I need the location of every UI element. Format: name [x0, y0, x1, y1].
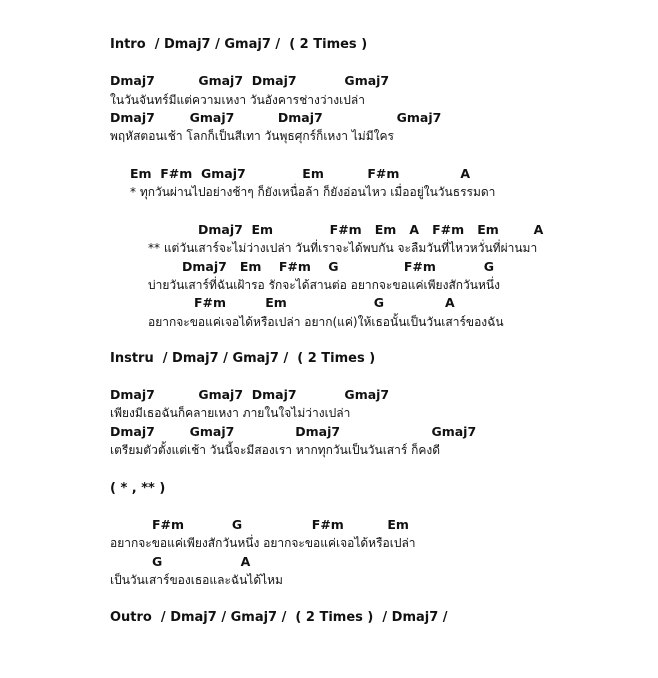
chorus-lyric-3: อยากจะขอแค่เจอได้หรือเปล่า อยาก(แค่)ให้เธอนั้นเป็นวันเสาร์ของฉัน	[148, 315, 504, 329]
verse2-lyric-2: เตรียมตัวตั้งแต่เช้า วันนี้จะมีสองเรา หากทุกวันเป็นวันเสาร์ ก็คงดี	[110, 443, 441, 457]
ending-lyric-2: เป็นวันเสาร์ของเธอและฉันได้ไหม	[110, 573, 283, 587]
verse2-lyric-1: เพียงมีเธอฉันก็คลายเหงา ภายในใจไม่ว่างเปล่า	[110, 406, 351, 420]
chorus-lyric-2: บ่ายวันเสาร์ที่ฉันเฝ้ารอ รักจะได้สานต่อ อยากจะขอแค่เพียงสักวันหนึ่ง	[148, 278, 500, 292]
ending-chords-2: G A	[152, 554, 251, 569]
verse2-chords-2: Dmaj7 Gmaj7 Dmaj7 Gmaj7	[110, 424, 477, 439]
chorus-chords-2: Dmaj7 Em F#m G F#m G	[182, 259, 494, 274]
chorus-chords-3: F#m Em G A	[194, 295, 455, 310]
verse1-lyric-2: พฤหัสตอนเช้า โลกก็เป็นสีเทา วันพุธศุกร์ก็เหงา ไม่มีใคร	[110, 129, 394, 143]
chorus-chords-1: Dmaj7 Em F#m Em A F#m Em A	[198, 222, 544, 237]
verse1-chords-1: Dmaj7 Gmaj7 Dmaj7 Gmaj7	[110, 73, 390, 88]
verse1-chords-2: Dmaj7 Gmaj7 Dmaj7 Gmaj7	[110, 110, 442, 125]
pre-chorus-lyric: * ทุกวันผ่านไปอย่างช้าๆ ก็ยังเหนื่อล้า ก็ยังอ่อนไหว เมื่ออยู่ในวันธรรมดา	[130, 185, 496, 199]
outro-line: Outro / Dmaj7 / Gmaj7 / ( 2 Times ) / Dmaj7 /	[110, 610, 448, 625]
ending-lyric-1: อยากจะขอแค่เพียงสักวันหนึ่ง อยากจะขอแค่เจอได้หรือเปล่า	[110, 536, 416, 550]
intro-line: Intro / Dmaj7 / Gmaj7 / ( 2 Times )	[110, 37, 368, 52]
repeat-marker: ( * , ** )	[110, 481, 166, 496]
instru-line: Instru / Dmaj7 / Gmaj7 / ( 2 Times )	[110, 351, 376, 366]
verse2-chords-1: Dmaj7 Gmaj7 Dmaj7 Gmaj7	[110, 387, 390, 402]
pre-chorus-chords: Em F#m Gmaj7 Em F#m A	[130, 166, 471, 181]
chorus-lyric-1: ** แต่วันเสาร์จะไม่ว่างเปล่า วันที่เราจะได้พบกัน จะลืมวันที่ไหวหวั่นที่ผ่านมา	[148, 241, 538, 255]
verse1-lyric-1: ในวันจันทร์มีแต่ความเหงา วันอังคารช่างว่างเปล่า	[110, 93, 365, 107]
ending-chords-1: F#m G F#m Em	[152, 517, 409, 532]
